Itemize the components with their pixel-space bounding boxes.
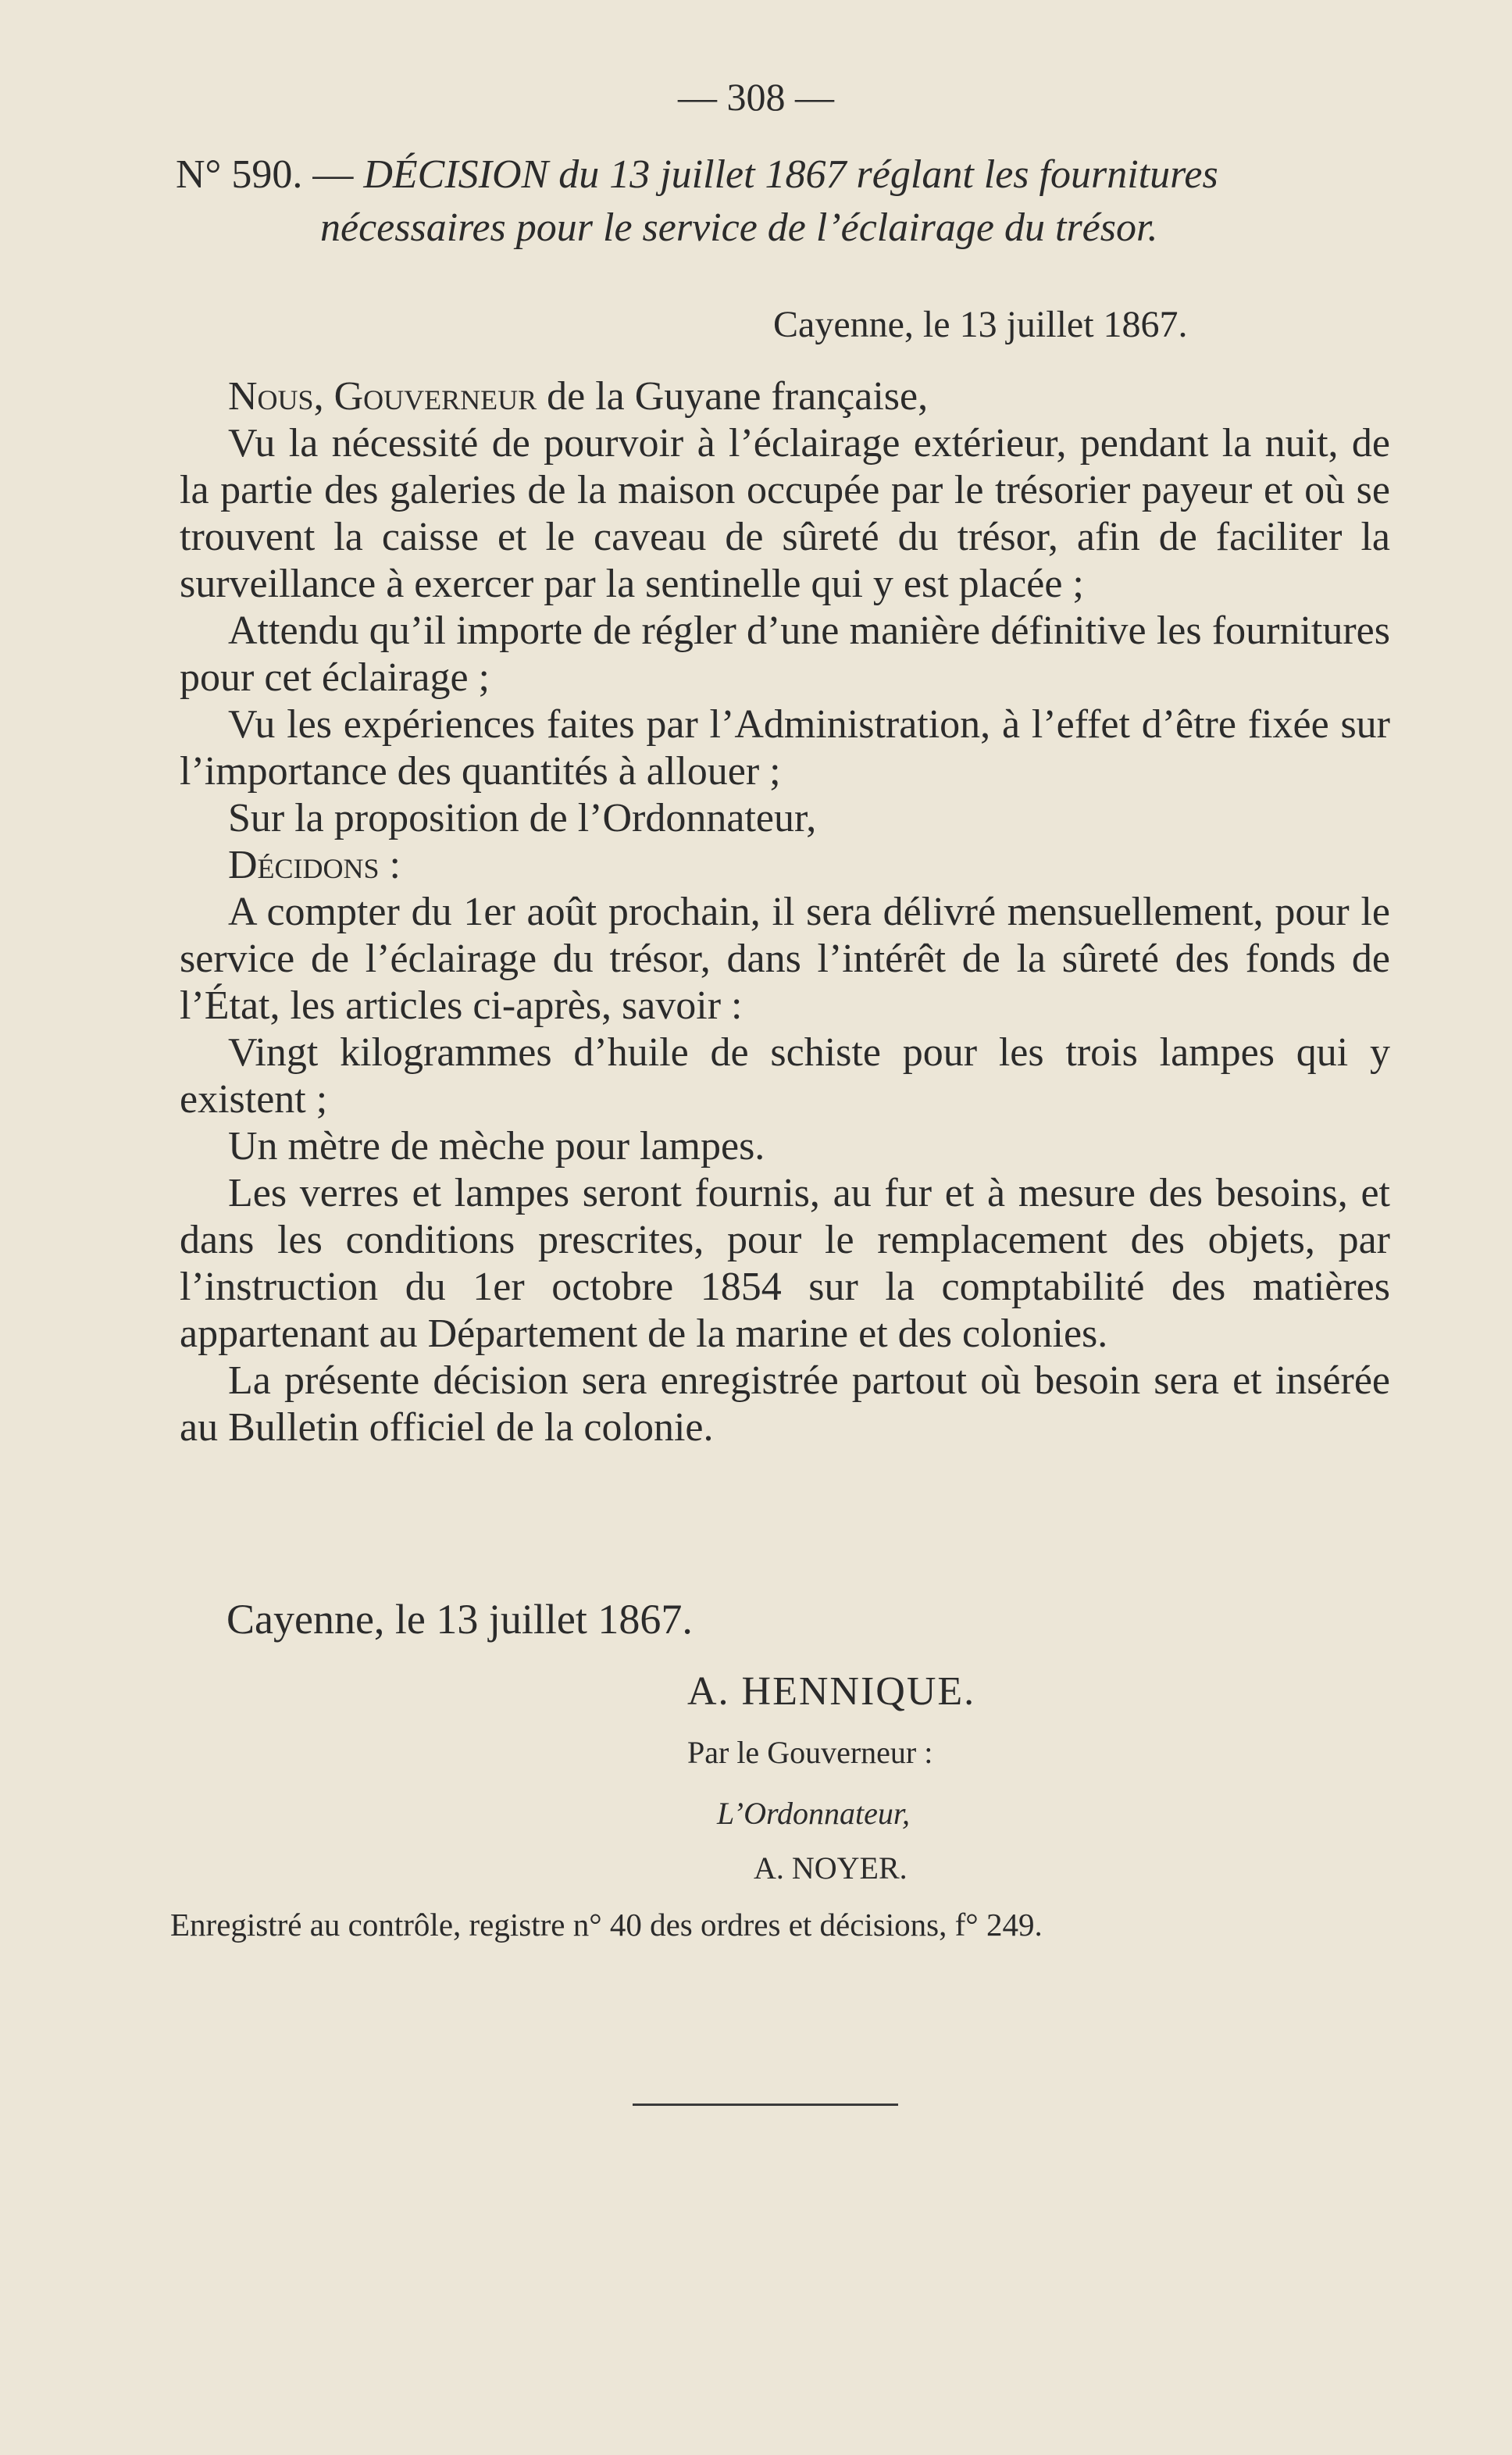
- decision-body: [180, 373, 1390, 1451]
- paragraph: Vu la nécessité de pourvoir à l’éclairage extérieur, pendant la nuit, de la partie des galeries de la maison occupée par le trésorier payeur et où se trouvent la caisse et le caveau de sûreté du trésor, afin de faciliter la surveillance à exercer par la sentinelle qui y est placée ;: [180, 421, 1390, 606]
- paragraph: A compter du 1er août prochain, il sera délivré mensuellement, pour le service de l’éclairage du trésor, dans l’intérêt de la sûreté des fonds de l’État, les articles ci-après, savoir :: [180, 890, 1390, 1028]
- decision-kind: DÉCISION: [363, 152, 549, 197]
- title-line2: nécessaires pour le service de l’éclairage du trésor.: [320, 205, 1158, 250]
- title-line1: du 13 juillet 1867 réglant les fournitures: [548, 152, 1218, 197]
- paragraph: Vu les expériences faites par l’Administration, à l’effet d’être fixée sur l’importance des quantités à allouer ;: [180, 702, 1390, 794]
- by-governor: Par le Gouverneur :: [687, 1735, 933, 1770]
- preamble-rest: de la Guyane française,: [537, 374, 929, 419]
- paragraph: La présente décision sera enregistrée partout où besoin sera et insérée au Bulletin officiel de la colonie.: [180, 1358, 1390, 1450]
- countersignatory: A. NOYER.: [754, 1850, 908, 1886]
- paragraph: Les verres et lampes seront fournis, au fur et à mesure des besoins, et dans les conditions prescrites, pour le remplacement des objets, par l’instruction du 1er octobre 1854 sur la comptabilité des matières appartenant au Département de la marine et des colonies.: [180, 1171, 1390, 1356]
- paragraph-decidons: [180, 842, 1390, 889]
- paragraph: Vingt kilogrammes d’huile de schiste pour les trois lampes qui y existent ;: [180, 1030, 1390, 1122]
- paragraph: Sur la proposition de l’Ordonnateur,: [228, 796, 817, 840]
- paragraph: Un mètre de mèche pour lampes.: [228, 1124, 765, 1169]
- closing-date: Cayenne, le 13 juillet 1867.: [226, 1596, 693, 1643]
- signatory: A. HENNIQUE.: [687, 1669, 976, 1714]
- decision-number: N° 590.: [176, 152, 303, 197]
- page-number: — 308 —: [678, 75, 834, 119]
- decision-title: [176, 148, 1402, 255]
- decidons-sc: Décidons :: [228, 843, 401, 887]
- paragraph-preamble: [180, 373, 1390, 420]
- closing-rule: [633, 2104, 898, 2106]
- ordonnateur-role: L’Ordonnateur,: [717, 1796, 911, 1831]
- paragraph: Attendu qu’il importe de régler d’une manière définitive les fournitures pour cet éclairage ;: [180, 608, 1390, 700]
- dateline: Cayenne, le 13 juillet 1867.: [773, 304, 1188, 345]
- governor-sc: Nous, Gouverneur: [228, 374, 537, 419]
- title-dash: —: [302, 152, 364, 197]
- registry-note: Enregistré au contrôle, registre n° 40 des ordres et décisions, f° 249.: [170, 1907, 1043, 1943]
